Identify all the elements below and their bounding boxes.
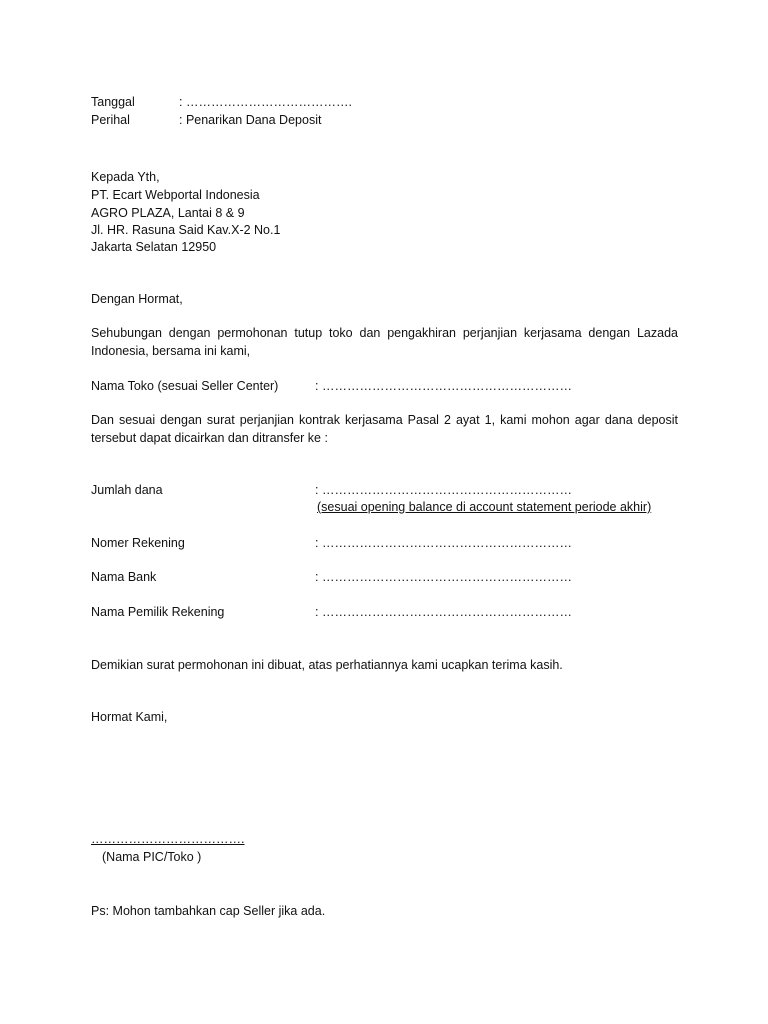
jumlah-note xyxy=(317,499,651,516)
perihal-value: : Penarikan Dana Deposit xyxy=(179,113,322,127)
shop-name-label: Nama Toko (sesuai Seller Center) xyxy=(91,379,279,393)
signoff: Hormat Kami, xyxy=(91,710,168,724)
signature-name-placeholder: (Nama PIC/Toko ) xyxy=(102,850,202,864)
rekening-value: : …………………………………………………… xyxy=(315,536,572,550)
tanggal-value: : …………………………………. xyxy=(179,95,352,109)
recipient-city: Jakarta Selatan 12950 xyxy=(91,240,217,254)
pemilik-label: Nama Pemilik Rekening xyxy=(91,605,225,619)
tanggal-label: Tanggal xyxy=(91,95,135,109)
paragraph-transfer: Dan sesuai dengan surat perjanjian kontrak kerjasama Pasal 2 ayat 1, kami mohon agar dana deposit tersebut dapat dicairkan dan ditransfer ke : xyxy=(91,413,678,445)
jumlah-value: : …………………………………………………… xyxy=(315,483,572,497)
jumlah-label: Jumlah dana xyxy=(91,483,163,497)
signature-dots: ………………………………. xyxy=(91,832,245,846)
bank-label: Nama Bank xyxy=(91,570,157,584)
salutation: Dengan Hormat, xyxy=(91,292,183,306)
signature-line xyxy=(91,831,244,848)
bank-value: : …………………………………………………… xyxy=(315,570,572,584)
jumlah-note-text: (sesuai opening balance di account statement periode akhir) xyxy=(317,500,652,514)
recipient-company: PT. Ecart Webportal Indonesia xyxy=(91,188,260,202)
pemilik-value: : …………………………………………………… xyxy=(315,605,572,619)
perihal-label: Perihal xyxy=(91,113,130,127)
rekening-label: Nomer Rekening xyxy=(91,536,185,550)
postscript: Ps: Mohon tambahkan cap Seller jika ada. xyxy=(91,904,326,918)
shop-name-value: : …………………………………………………… xyxy=(315,379,572,393)
recipient-greeting: Kepada Yth, xyxy=(91,170,160,184)
closing-text: Demikian surat permohonan ini dibuat, atas perhatiannya kami ucapkan terima kasih. xyxy=(91,658,563,672)
recipient-building: AGRO PLAZA, Lantai 8 & 9 xyxy=(91,206,245,220)
recipient-street: Jl. HR. Rasuna Said Kav.X-2 No.1 xyxy=(91,223,281,237)
paragraph-intro: Sehubungan dengan permohonan tutup toko dan pengakhiran perjanjian kerjasama dengan Lazada Indonesia, bersama ini kami, xyxy=(91,326,678,358)
